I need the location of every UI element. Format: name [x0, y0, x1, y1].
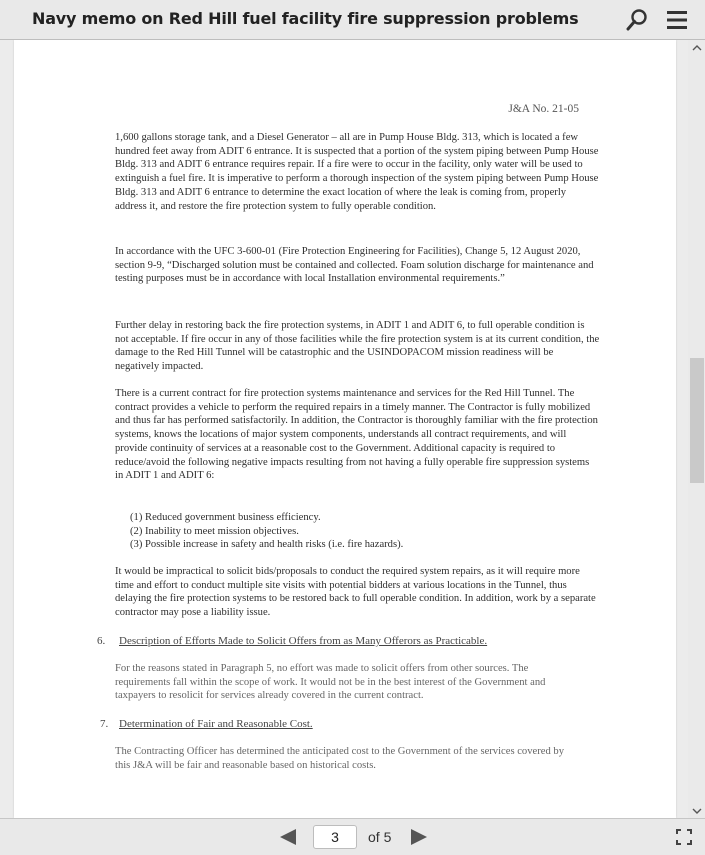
document-viewer[interactable]	[0, 40, 705, 818]
section-number: 7.	[100, 718, 109, 730]
list-item: (3) Possible increase in safety and health risks (i.e. fire hazards).	[130, 539, 404, 551]
document-page	[14, 40, 676, 818]
paragraph: 1,600 gallons storage tank, and a Diesel Generator – all are in Pump House Bldg. 313, which is located a few hundred feet away from ADIT 6 entrance. It is suspected that a portion of the system piping between Pump House Bldg. 313 and ADIT 6 entrance requires repair. If a fire were to occur in the facility, only water will be used to extinguish a fuel fire. It is imperative to perform a thorough inspection of the system piping between Pump House Bldg. 313 and ADIT 6 entrance to determine the exact location of where the leak is coming from, properly address it, and restore the fire protection system to fully operable condition.	[115, 132, 599, 212]
fullscreen-icon[interactable]	[676, 829, 692, 845]
search-icon[interactable]	[624, 7, 650, 33]
section-heading: Determination of Fair and Reasonable Cost.	[119, 718, 313, 730]
paragraph: There is a current contract for fire protection systems maintenance and services for the Red Hill Tunnel. The contract provides a vehicle to perform the required repairs in a timely manner. The Contractor is fully mobilized and thus far has performed satisfactorily. In addition, the Contractor is thoroughly familiar with the fire protection systems, knows the locations of major system components, understands all contract requirements, and will provide continuity of services at a reasonable cost to the Government. Additional capacity is required to reduce/avoid the following negative impacts resulting from not having a fully operable fire suppression systems in ADIT 1 and ADIT 6:	[115, 388, 598, 482]
top-toolbar	[0, 0, 705, 40]
scroll-up-icon[interactable]	[688, 40, 705, 54]
impact-list	[130, 511, 403, 552]
paragraph: Further delay in restoring back the fire protection systems, in ADIT 1 and ADIT 6, to full operable condition is not acceptable. If fire occur in any of those facilities while the fire protection system is at its current condition, the damage to the Red Hill Tunnel will be catastrophic and the USINDOPACOM mission readiness will be negatively impacted.	[115, 320, 600, 373]
next-page-icon[interactable]	[409, 828, 429, 846]
prev-page-icon[interactable]	[278, 828, 298, 846]
section-heading: Description of Efforts Made to Solicit Offers from as Many Offerors as Practicable.	[119, 635, 488, 647]
document-title: Navy memo on Red Hill fuel facility fire suppression problems	[32, 9, 579, 28]
page-number-input[interactable]	[313, 825, 357, 849]
section-body: The Contracting Officer has determined the anticipated cost to the Government of the services covered by this J&A will be fair and reasonable based on historical costs.	[115, 746, 564, 771]
bottom-toolbar	[0, 818, 705, 855]
vertical-scrollbar[interactable]	[688, 40, 705, 818]
section-body: For the reasons stated in Paragraph 5, no effort was made to solicit offers from other sources. The requirements fall within the scope of work. It would not be in the best interest of the Government and taxpayers to resolicit for services already covered in the current contract.	[115, 663, 546, 702]
page-reference: J&A No. 21-05	[508, 103, 579, 115]
list-item: (2) Inability to meet mission objectives.	[130, 525, 299, 537]
section-number: 6.	[97, 635, 106, 647]
menu-icon[interactable]	[664, 7, 690, 33]
total-pages-label: of 5	[368, 829, 392, 845]
paragraph: In accordance with the UFC 3-600-01 (Fire Protection Engineering for Facilities), Change 5, 12 August 2020, section 9-9, “Discharged solution must be contained and collected. Foam solution discharge for maintenance and testing purposes must be in accordance with local Installation environmental requirements.”	[115, 246, 594, 285]
scroll-down-icon[interactable]	[688, 804, 705, 818]
scroll-thumb[interactable]	[690, 358, 704, 483]
paragraph: It would be impractical to solicit bids/proposals to conduct the required system repairs, as it will require more time and effort to conduct multiple site visits with potential bidders at various locations in the Tunnel, thus delaying the fire protection systems to be restored back to full operable condition. In addition, work by a separate contractor may pose a liability issue.	[115, 566, 596, 619]
list-item: (1) Reduced government business efficiency.	[130, 512, 321, 523]
